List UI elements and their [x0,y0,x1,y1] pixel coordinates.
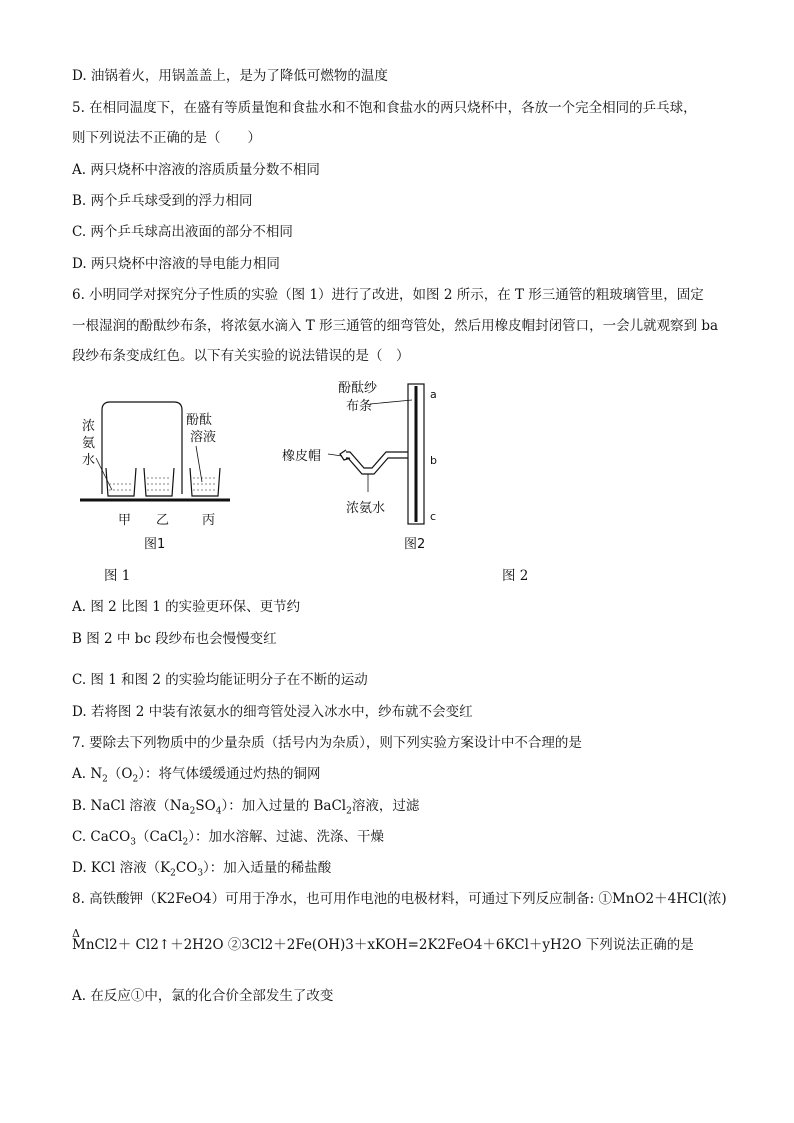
q7-option-c: C. CaCO$_3$（CaCl$_2$）：加水溶解、过滤、洗涤、干燥 [72,829,384,848]
beaker-jia [106,468,136,496]
bell-jar [102,402,182,494]
fig1-label-right-0: 酚酞 [186,413,213,428]
prev-option-d: D. 油锅着火，用锅盖盖上，是为了降低可燃物的温度 [72,68,388,84]
q8-delta-symbol: Δ [72,927,80,940]
fig1-pointer-right [196,446,202,482]
q6-stem-line2: 一根湿润的酚酞纱布条，将浓氨水滴入 T 形三通管的细弯管处，然后用橡皮帽封闭管口，一会儿就观察到 ba [72,318,719,334]
fig1-caption-inner: 图1 [144,537,166,552]
beaker-yi [144,468,174,496]
q6-option-d: D. 若将图 2 中装有浓氨水的细弯管处浸入冰水中，纱布就不会变红 [72,704,473,720]
q6-stem-line1: 6. 小明同学对探究分子性质的实验（图 1）进行了改进，如图 2 所示，在 T 形三通管的粗玻璃管里，固定 [72,287,704,303]
fig1-pointer-left [96,458,112,490]
fig1-label-left-1: 氨 [82,436,96,451]
q5-option-c: C. 两个乒乓球高出液面的部分不相同 [72,224,293,240]
q6-option-c: C. 图 1 和图 2 的实验均能证明分子在不断的运动 [72,672,368,688]
fig2-label-cap: 橡皮帽 [282,449,322,464]
fig2-label-top-1: 布条 [346,399,373,414]
q7-option-a: A. $N_2(O_2)$：将气体缓缓通过灼热的铜网 [72,766,321,785]
figure-2-caption: 图 2 [502,568,529,584]
figure-2-diagram [276,378,466,556]
q6-option-a: A. 图 2 比图 1 的实验更环保、更节约 [72,599,301,615]
fig2-caption-inner: 图2 [404,537,426,552]
thin-bent-tube [346,452,408,474]
fig1-beaker-0: 甲 [118,513,132,528]
q5-option-b: B. 两个乒乓球受到的浮力相同 [72,193,253,209]
fig1-label-left-0: 浓 [82,419,96,434]
fig2-point-a: a [430,388,437,401]
q5-stem-line2: 则下列说法不正确的是（ ） [72,130,261,146]
fig2-label-ammonia: 浓氨水 [346,501,386,516]
fig2-point-b: b [430,454,437,467]
q7-option-d: D. KCl 溶液$(K_2CO_3)$：加入适量的稀盐酸 [72,860,332,879]
fig2-point-c: c [430,510,437,523]
q7-stem: 7. 要除去下列物质中的少量杂质（括号内为杂质），则下列实验方案设计中不合理的是 [72,735,582,751]
q5-stem-line1: 5. 在相同温度下，在盛有等质量饱和食盐水和不饱和食盐水的两只烧杯中，各放一个完全相同的乒乓球， [72,100,697,116]
fig1-label-right-1: 溶液 [190,430,217,445]
q5-option-d: D. 两只烧杯中溶液的导电能力相同 [72,256,280,272]
fig1-label-left-2: 水 [82,453,96,468]
q6-option-b: B 图 2 中 bc 段纱布也会慢慢变红 [72,631,277,647]
fig1-beaker-1: 乙 [156,513,170,528]
figure-1-caption: 图 1 [104,568,131,584]
q8-equation-2: MnCl2＋ Cl2↑＋2H2O ②3Cl2＋2Fe(OH)3＋xKOH=2K2FeO4＋6KCl＋yH2O 下列说法正确的是 [72,937,694,953]
q5-option-a: A. 两只烧杯中溶液的溶质质量分数不相同 [72,162,320,178]
q7-option-b: B. NaCl 溶液$(Na_2SO_4)$：加入过量的 BaCl$_2$溶液，过滤 [72,798,420,817]
beaker-bing [190,468,220,496]
fig1-beaker-2: 丙 [202,513,216,528]
q6-stem-line3: 段纱布条变成红色。以下有关实验的说法错误的是（ ） [72,348,410,364]
figure-1-diagram [78,396,238,556]
q8-option-a: A. 在反应①中，氯的化合价全部发生了改变 [72,988,334,1004]
q8-stem: 8. 高铁酸钾（K2FeO4）可用于净水，也可用作电池的电极材料，可通过下列反应制备: ①MnO2＋4HCl(浓) [72,891,727,907]
fig2-pointer-strip [370,400,412,404]
fig2-label-top-0: 酚酞纱 [338,381,378,396]
